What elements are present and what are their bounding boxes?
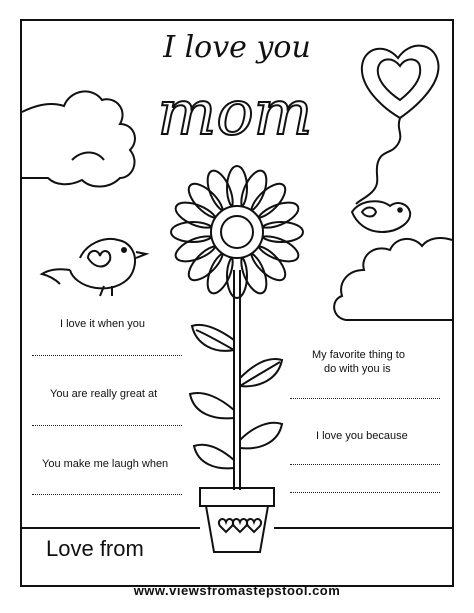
answer-line[interactable] [32,355,182,356]
signature-label: Love from [46,536,144,561]
answer-line[interactable] [290,398,440,399]
svg-text:mom: mom [157,78,313,148]
answer-line[interactable] [290,464,440,465]
flower-pot-icon [200,488,274,552]
cloud-icon [334,238,452,320]
bird-icon [42,239,146,296]
answer-line[interactable] [290,492,440,493]
answer-line[interactable] [32,425,182,426]
page-title-line1: I love you [163,30,311,65]
prompt-right-1b: do with you is [324,363,391,375]
bird-icon [352,201,410,232]
prompt-left-1: I love it when you [60,318,145,330]
page-title-mom [110,78,360,148]
flower-icon [171,166,303,490]
heart-balloon-icon [356,46,438,204]
prompt-right-1a: My favorite thing to [312,349,405,361]
answer-line[interactable] [32,494,182,495]
website-credit: www.viewsfromastepstool.com [133,583,341,598]
prompt-right-2: I love you because [316,430,408,442]
prompt-left-2: You are really great at [50,388,158,400]
prompt-left-3: You make me laugh when [42,458,169,470]
